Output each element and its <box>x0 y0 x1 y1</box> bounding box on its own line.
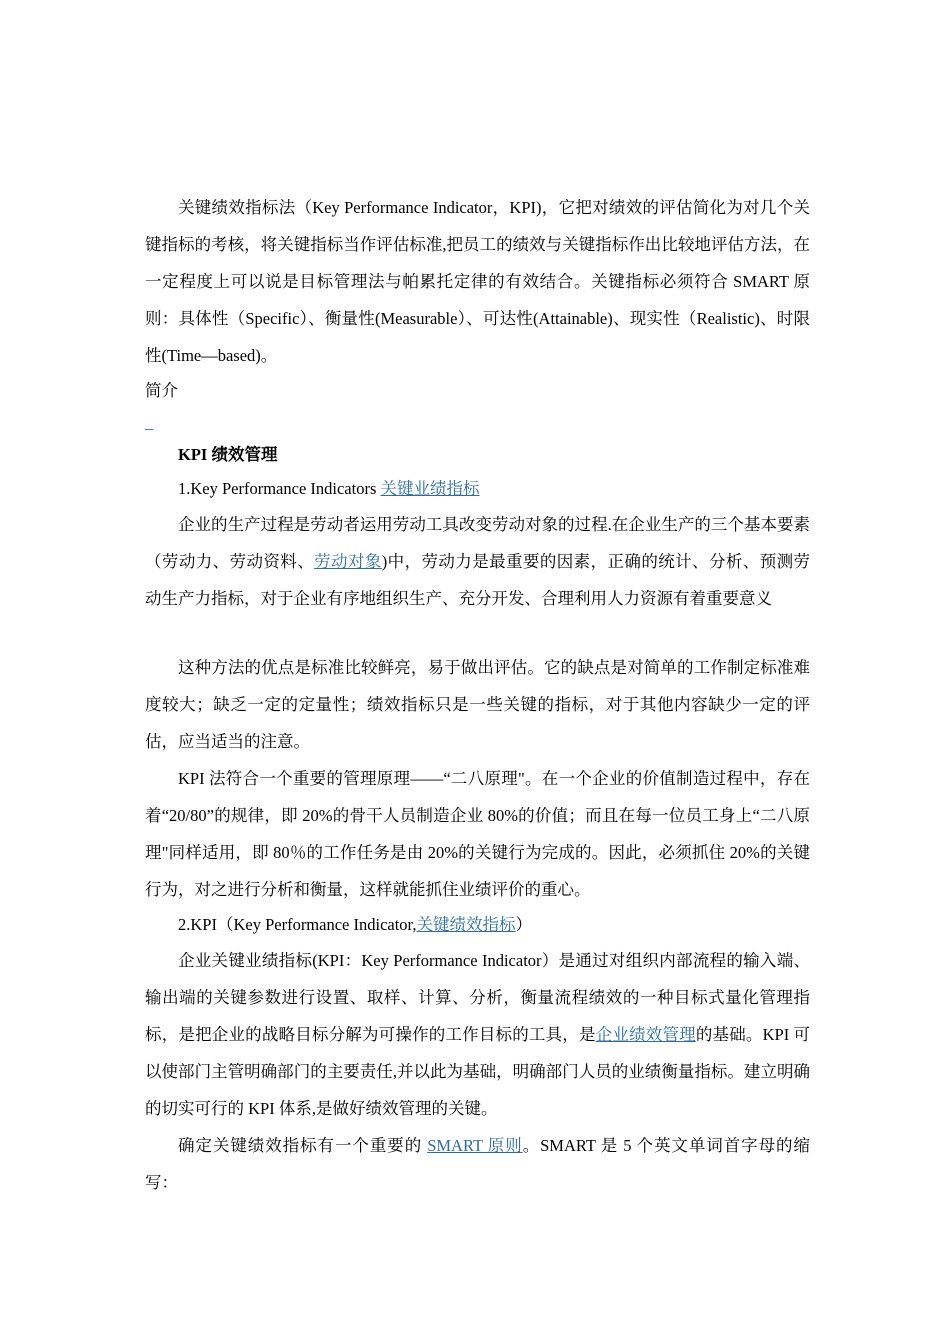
smart-principle-paragraph <box>145 1127 810 1201</box>
labor-production-paragraph <box>145 506 810 617</box>
enterprise-performance-management-link[interactable]: 企业绩效管理 <box>595 1025 696 1044</box>
smart-text-b: 。SMART 是 5 个英文单词首字母的缩写： <box>145 1136 810 1192</box>
blank-line <box>145 617 810 649</box>
kpi-definition-paragraph: 关键绩效指标法（Key Performance Indicator，KPI)，它把对绩效的评估简化为对几个关键指标的考核，将关键指标当作评估标准,把员工的绩效与关键指标作出比较地评估方法，在一定程度上可以说是目标管理法与帕累托定律的有效结合。关键指标必须符合 SMART 原则：具体性（Specific）、衡量性(Measurable）、可达性(Attainable)、现实性（Realistic)、时限性(Time—based)。 <box>145 198 810 365</box>
kpi-enterprise-text-a: 企业关键业绩指标(KPI：Key Performance Indicator）是通过对组织内部流程的输入端、输出端的关键参数进行设置、取样、计算、分析，衡量流程绩效的一种目标式量化管理指标，是把企业的战略目标分解为可操作的工作目标的工具，是 <box>145 951 810 1044</box>
kpi-enterprise-paragraph <box>145 942 810 1127</box>
pareto-principle-paragraph: KPI 法符合一个重要的管理原理——“二八原理"。在一个企业的价值制造过程中，存在着“20/80”的规律，即 20%的骨干人员制造企业 80%的价值；而且在每一位员工身上“二八原理"同样适用，即 80％的工作任务是由 20%的关键行为完成的。因此，必须抓住 20%的关键行为，对之进行分析和衡量，这样就能抓住业绩评价的重心。 <box>145 769 810 899</box>
underscore-link[interactable]: _ <box>145 413 154 432</box>
smart-principle-link[interactable]: SMART 原则 <box>427 1136 523 1155</box>
method-pros-cons-paragraph: 这种方法的优点是标准比较鲜亮，易于做出评估。它的缺点是对简单的工作制定标准难度较大；缺乏一定的定量性；绩效指标只是一些关键的指标，对于其他内容缺少一定的评估，应当适当的注意。 <box>145 658 810 751</box>
smart-text-a: 确定关键绩效指标有一个重要的 <box>178 1136 428 1155</box>
kpi-enterprise-text-b: 的基础。KPI 可以使部门主管明确部门的主要责任,并以此为基础，明确部门人员的业绩衡量指标。建立明确的切实可行的 KPI 体系,是做好绩效管理的关键。 <box>145 1025 811 1118</box>
labor-text-a: 企业的生产过程是劳动者运用劳动工具改变劳动对象的过程.在企业生产的三个基本要素（劳动力、劳动资料、 <box>145 515 810 571</box>
item-2-suffix: ） <box>515 915 533 934</box>
labor-object-link[interactable]: 劳动对象 <box>314 552 382 571</box>
item-2-line <box>145 908 810 942</box>
key-performance-indicator-link-2[interactable]: 关键绩效指标 <box>416 915 516 934</box>
item-1-line <box>145 472 810 506</box>
labor-text-b: )中，劳动力是最重要的因素，正确的统计、分析、预测劳动生产力指标，对于企业有序地组织生产、充分开发、合理利用人力资源有着重要意义 <box>145 552 811 608</box>
intro-heading: 简介 <box>145 381 178 400</box>
kpi-management-heading: KPI 绩效管理 <box>178 445 278 464</box>
document-body <box>145 189 810 1201</box>
item-1-prefix: 1.Key Performance Indicators <box>178 479 381 498</box>
item-2-prefix: 2.KPI（Key Performance Indicator, <box>178 915 417 934</box>
key-performance-indicator-link[interactable]: 关键业绩指标 <box>380 479 480 498</box>
